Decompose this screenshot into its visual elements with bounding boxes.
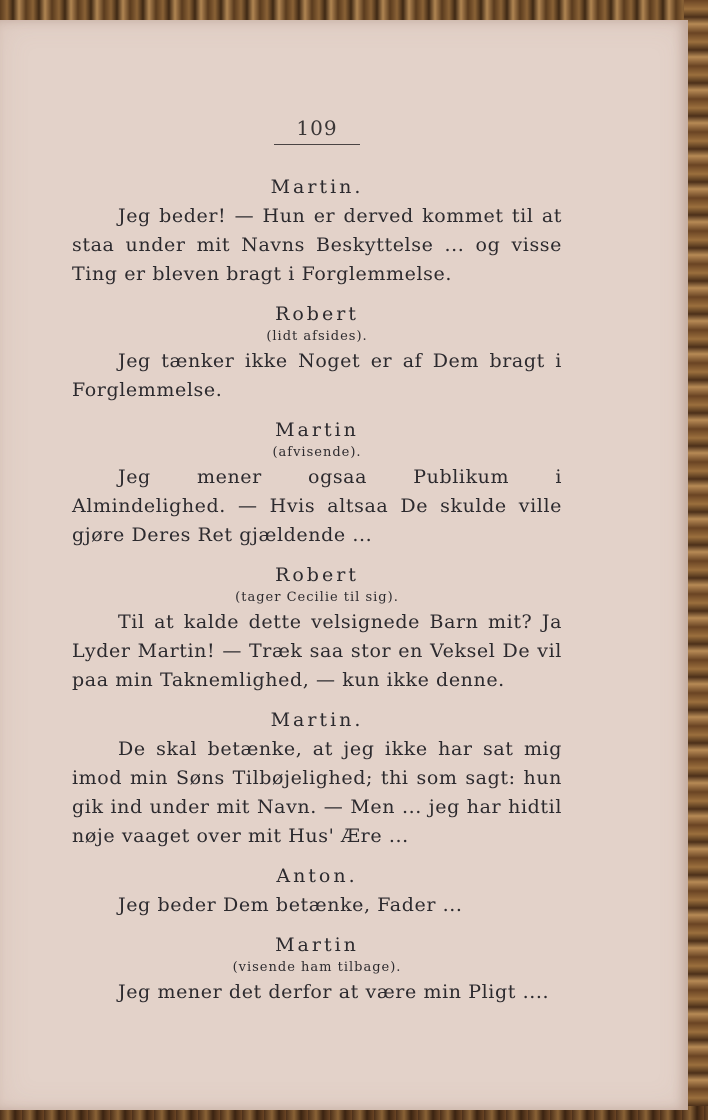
dialogue-paragraph: Til at kalde dette velsignede Barn mit? Ja Lyder Martin! — Træk saa stor en Veksel De vil paa min Taknemlighed, — kun ikke denne. (72, 611, 562, 691)
speaker-name: Anton. (276, 865, 358, 887)
speaker-name: Martin. (270, 709, 364, 731)
stage-direction: (visende ham tilbage). (232, 960, 402, 975)
dialogue-paragraph: Jeg beder Dem betænke, Fader ... (118, 894, 463, 916)
speaker-name: Martin (275, 934, 359, 956)
dialogue-paragraph: Jeg tænker ikke Noget er af Dem bragt i Forglemmelse. (72, 350, 562, 401)
dialogue-paragraph: De skal betænke, at jeg ikke har sat mig imod min Søns Tilbøjelighed; thi som sagt: hun gik ind under mit Navn. — Men ... jeg har hidtil nøje vaaget over mit Hus' Ære ... (72, 738, 562, 847)
speaker-name: Robert (275, 303, 359, 325)
dialogue-paragraph: Jeg beder! — Hun er derved kommet til at staa under mit Navns Beskyttelse ... og visse Ting er bleven bragt i Forglemmelse. (72, 205, 562, 285)
speaker-name: Martin (275, 419, 359, 441)
speaker-name: Martin. (270, 176, 364, 198)
stage-direction: (lidt afsides). (266, 329, 368, 344)
dialogue-paragraph: Jeg mener det derfor at være min Pligt .... (118, 981, 550, 1003)
speaker-name: Robert (275, 564, 359, 586)
book-top-edge (0, 0, 708, 22)
page-number-rule (274, 144, 360, 145)
play-text (72, 172, 562, 1007)
page-number: 109 (296, 116, 338, 140)
dialogue-paragraph: Jeg mener ogsaa Publikum i Almindelighed. — Hvis altsaa De skulde ville gjøre Deres Ret gjældende ... (72, 466, 562, 546)
book-page (0, 20, 688, 1110)
stage-direction: (tager Cecilie til sig). (235, 590, 399, 605)
stage-direction: (afvisende). (272, 445, 362, 460)
